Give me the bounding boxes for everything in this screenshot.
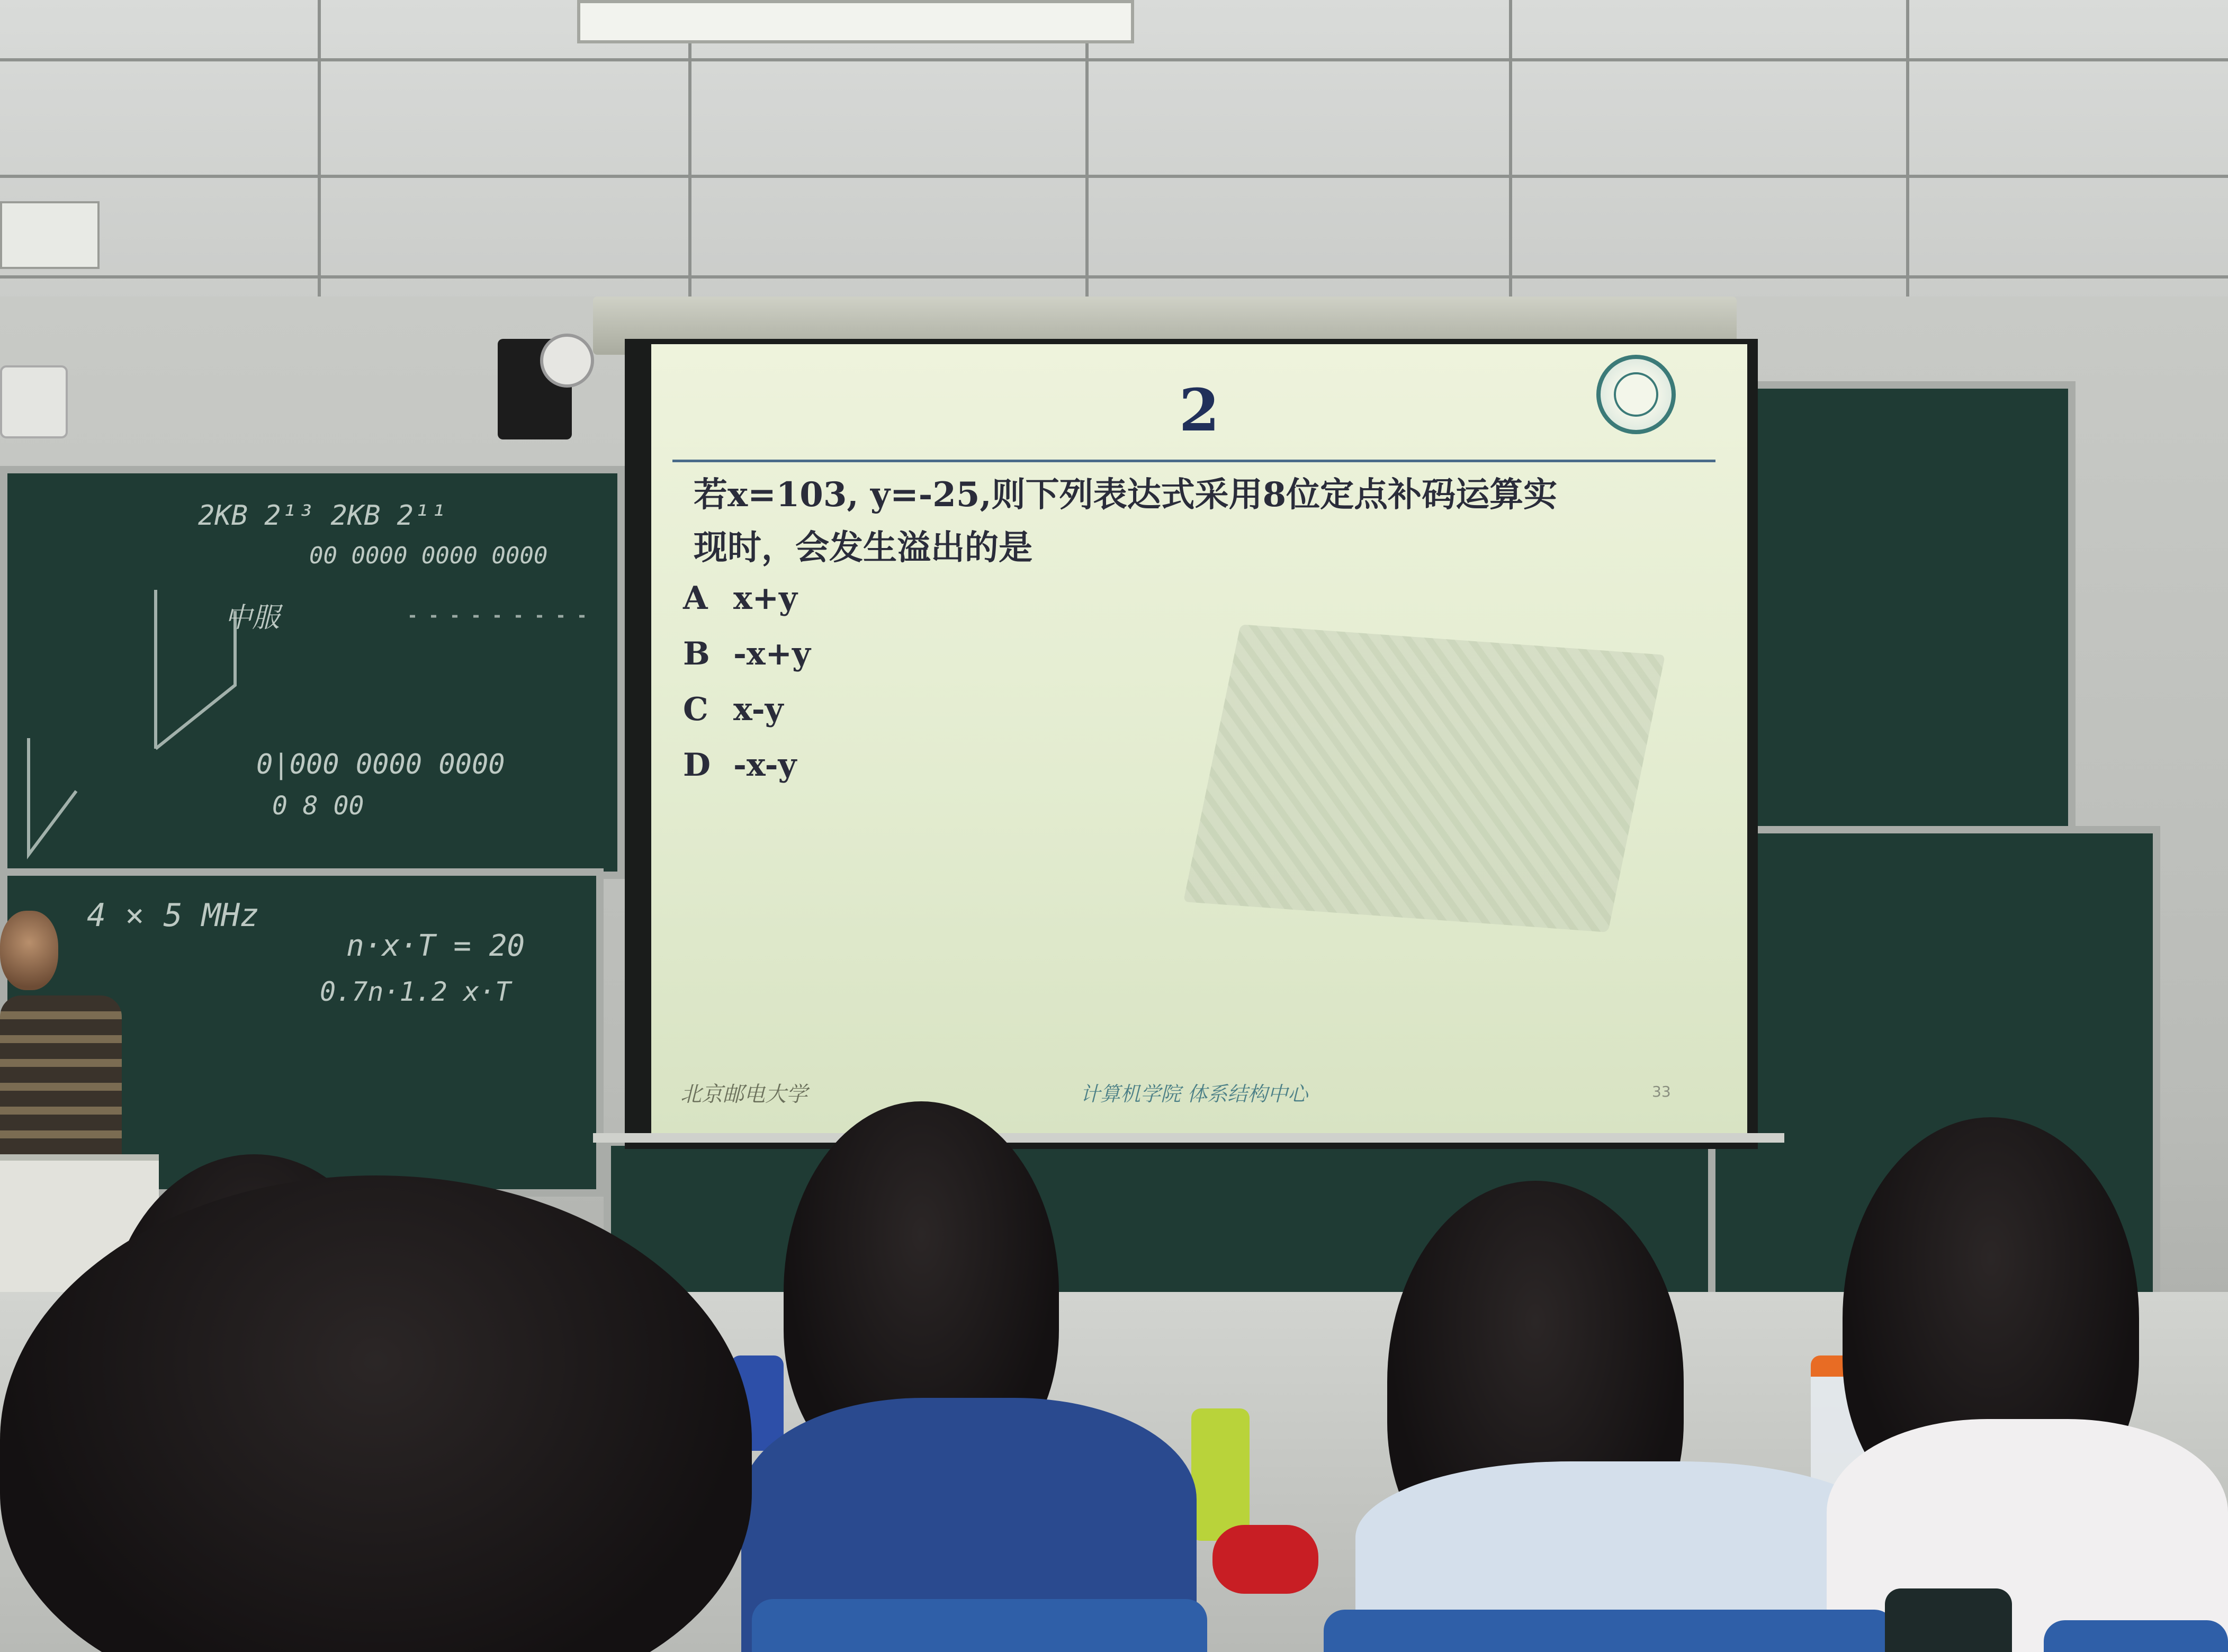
option-text: -x-y	[733, 747, 797, 784]
ceiling-light	[0, 201, 100, 269]
bottle-cap-foreground	[1885, 1588, 2012, 1652]
camera-icon	[540, 334, 594, 388]
chair-back	[2044, 1620, 2228, 1652]
chair-back	[1324, 1610, 1895, 1652]
ceiling-grid-line	[1509, 0, 1512, 328]
red-case	[1212, 1525, 1318, 1594]
ceiling-grid-line	[0, 58, 2228, 61]
option-a	[683, 580, 797, 617]
slide-footer-center: 计算机学院 体系结构中心	[1080, 1082, 1308, 1106]
ceiling	[0, 0, 2228, 328]
option-text: x-y	[733, 691, 784, 728]
green-bottle	[1191, 1408, 1250, 1541]
question-line-1: 若x=103, y=-25,则下列表达式采用8位定点补码运算实	[694, 475, 1558, 515]
motherboard-image	[1183, 624, 1665, 932]
teacher-body	[0, 995, 122, 1154]
option-text: -x+y	[733, 635, 811, 672]
chalk-text: n·x·T = 20	[346, 929, 525, 963]
question-text	[694, 469, 1647, 574]
slide-title: 2	[1179, 376, 1220, 444]
ceiling-grid-line	[1085, 0, 1089, 328]
chalkboard-left-top	[0, 466, 625, 879]
sensor-icon	[0, 365, 68, 438]
chalk-text: 中服	[224, 602, 280, 634]
chalk-text: 0.7n·1.2 x·T	[320, 976, 511, 1007]
option-letter: A	[683, 580, 708, 617]
option-letter: C	[683, 691, 708, 728]
chalk-text: 0|000 0000 0000	[256, 749, 505, 780]
option-c	[683, 691, 783, 728]
option-text: x+y	[733, 580, 797, 617]
screen-bottom-bar	[593, 1133, 1784, 1143]
slide-page-number: 33	[1652, 1083, 1671, 1100]
chair-back	[752, 1599, 1207, 1652]
ceiling-light	[577, 0, 1134, 43]
option-b	[683, 635, 811, 672]
ceiling-grid-line	[318, 0, 321, 328]
option-letter: D	[683, 747, 711, 784]
chalk-text: 2KB 2¹³ 2KB 2¹¹	[198, 500, 447, 532]
ceiling-grid-line	[0, 275, 2228, 279]
projector-screen	[651, 344, 1747, 1133]
slide-divider	[672, 460, 1715, 462]
ceiling-grid-line	[688, 0, 691, 328]
ceiling-grid-line	[0, 175, 2228, 178]
option-letter: B	[683, 635, 710, 672]
option-d	[683, 747, 796, 784]
chalk-text: 0 8 00	[272, 791, 364, 821]
chalk-text: 4 × 5 MHz	[87, 897, 259, 934]
teacher-head	[0, 911, 58, 990]
chalkboard-right-top	[1705, 381, 2076, 837]
ceiling-grid-line	[1906, 0, 1909, 328]
chalk-drawing	[7, 473, 616, 870]
question-line-2: 现时，会发生溢出的是	[694, 528, 1032, 568]
slide-footer-left: 北京邮电大学	[680, 1082, 807, 1107]
chalk-text: 00 0000 0000 0000	[309, 542, 548, 569]
